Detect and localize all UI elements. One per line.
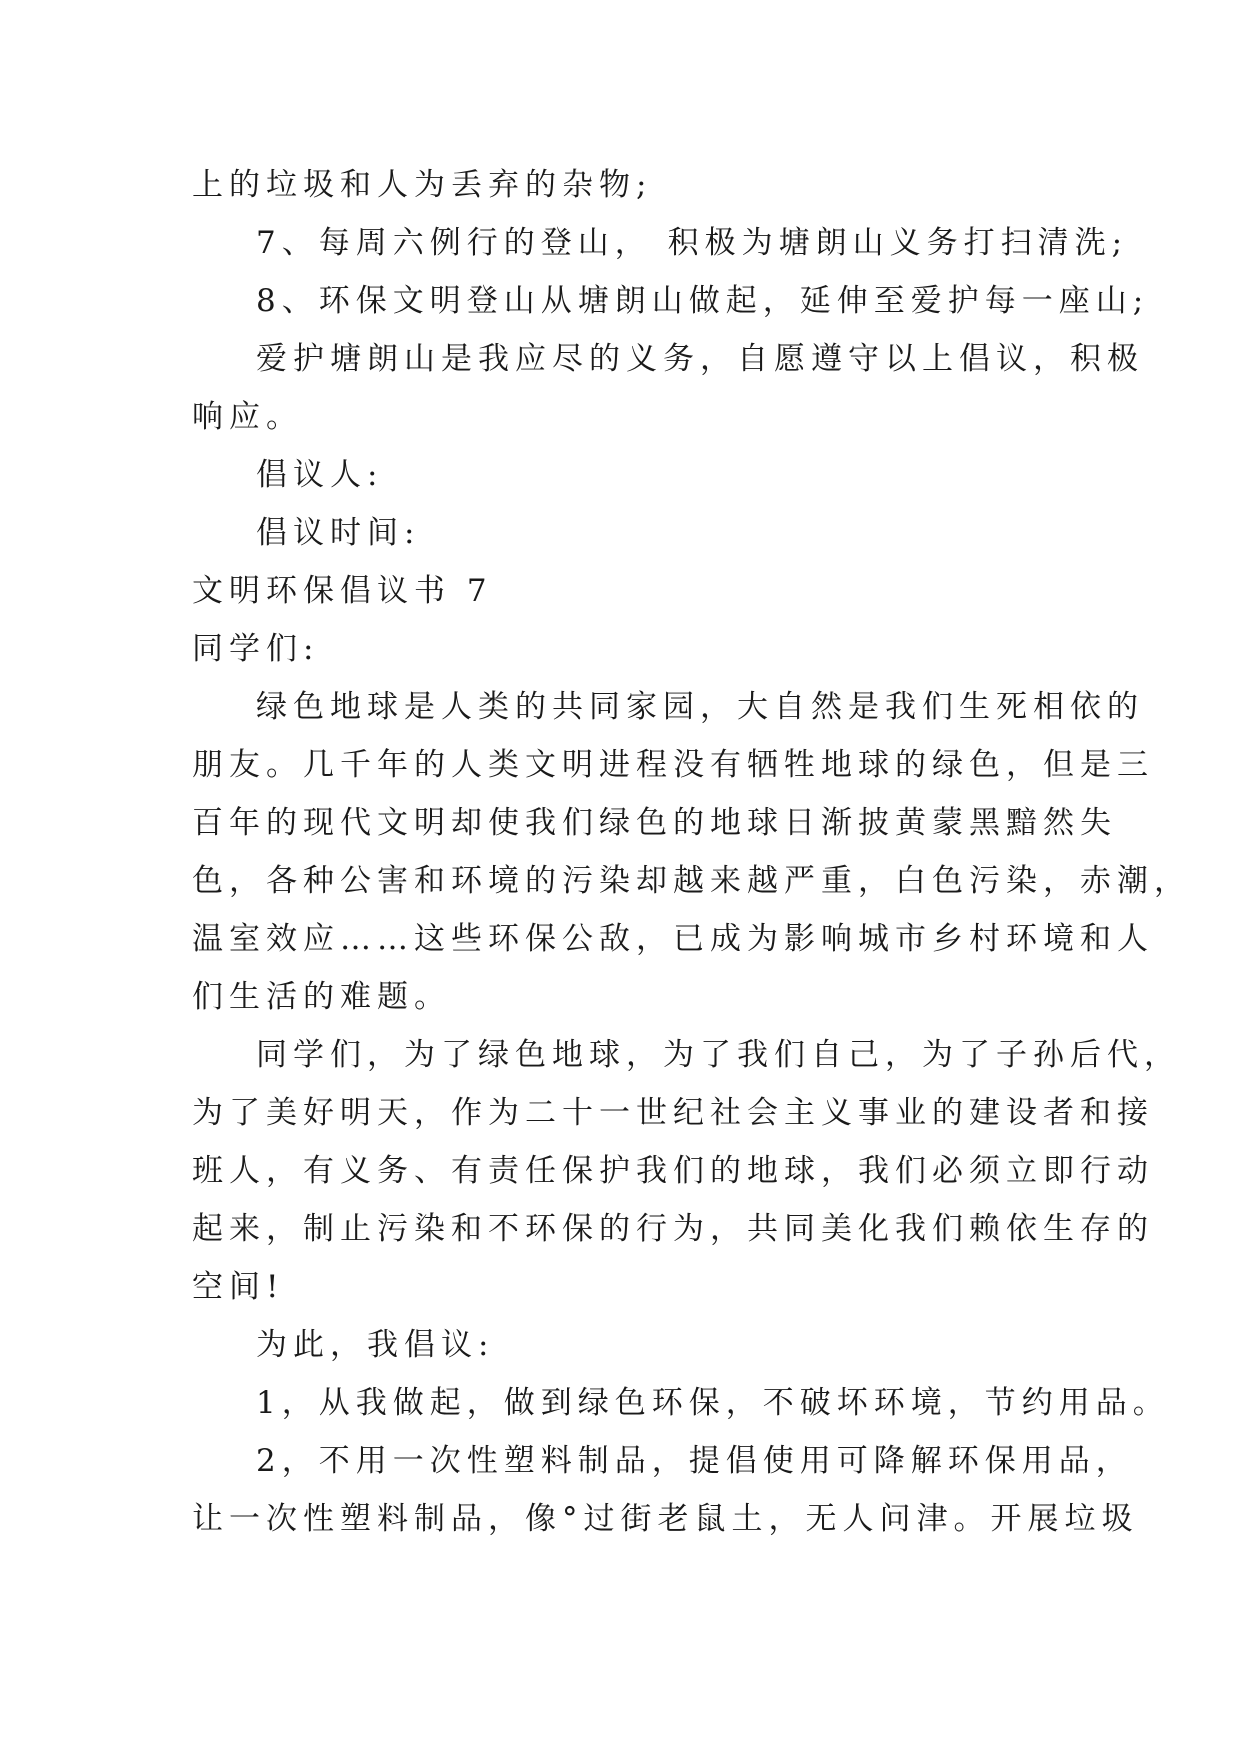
paragraph-line: 让一次性塑料制品，像°过街老鼠土，无人问津。开展垃圾	[192, 1501, 1139, 1537]
paragraph-line: 爱护塘朗山是我应尽的义务，自愿遵守以上倡议，积极	[256, 341, 1144, 377]
salutation: 同学们:	[192, 631, 320, 667]
section-title: 文明环保倡议书 7	[192, 573, 493, 609]
paragraph-line: 同学们，为了绿色地球，为了我们自己，为了子孙后代，	[256, 1037, 1181, 1073]
paragraph-line: 班人，有义务、有责任保护我们的地球，我们必须立即行动	[192, 1153, 1154, 1189]
list-item: 2，不用一次性塑料制品，提倡使用可降解环保用品，	[256, 1443, 1133, 1479]
date-label: 倡议时间:	[256, 515, 421, 551]
text-line: 上的垃圾和人为丢弃的杂物;	[192, 167, 653, 203]
paragraph-line: 响应。	[192, 399, 303, 435]
list-item: 8、环保文明登山从塘朗山做起，延伸至爱护每一座山;	[256, 283, 1150, 319]
paragraph-line: 百年的现代文明却使我们绿色的地球日渐披黄蒙黑黯然失	[192, 805, 1117, 841]
paragraph-line: 起来，制止污染和不环保的行为，共同美化我们赖依生存的	[192, 1211, 1154, 1247]
paragraph-line: 温室效应……这些环保公敌，已成为影响城市乡村环境和人	[192, 921, 1154, 957]
list-item: 7、每周六例行的登山， 积极为塘朗山义务打扫清洗;	[256, 225, 1129, 261]
paragraph-line: 绿色地球是人类的共同家园，大自然是我们生死相依的	[256, 689, 1144, 725]
paragraph-line: 为此，我倡议:	[256, 1327, 495, 1363]
signature-label: 倡议人:	[256, 457, 384, 493]
paragraph-line: 空间!	[192, 1269, 285, 1305]
paragraph-line: 色，各种公害和环境的污染却越来越严重，白色污染，赤潮，	[192, 863, 1191, 899]
paragraph-line: 为了美好明天，作为二十一世纪社会主义事业的建设者和接	[192, 1095, 1154, 1131]
paragraph-line: 们生活的难题。	[192, 979, 451, 1015]
list-item: 1，从我做起，做到绿色环保，不破坏环境，节约用品。	[256, 1385, 1170, 1421]
paragraph-line: 朋友。几千年的人类文明进程没有牺牲地球的绿色，但是三	[192, 747, 1154, 783]
